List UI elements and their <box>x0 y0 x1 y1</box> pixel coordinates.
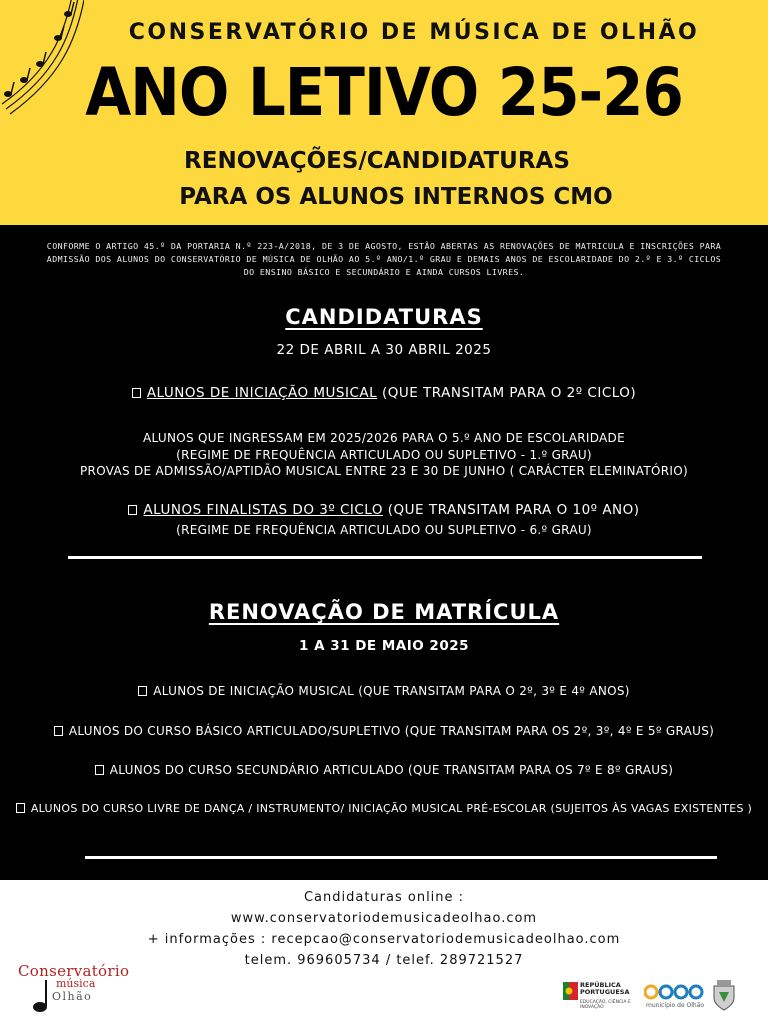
item-note: (QUE TRANSITAM PARA O 10º ANO) <box>382 502 640 518</box>
renovacao-item: ALUNOS DO CURSO BÁSICO ARTICULADO/SUPLETIVO (QUE TRANSITAM PARA OS 2º, 3º, 4º E 5º GRAUS) <box>0 724 768 738</box>
email-contact[interactable]: + informações : recepcao@conservatoriodemusicadeolhao.com <box>147 932 621 947</box>
rp-logo-text: REPÚBLICA PORTUGUESA <box>580 981 630 996</box>
intro-paragraph <box>18 240 750 279</box>
renovacao-title: RENOVAÇÃO DE MATRÍCULA <box>208 600 560 624</box>
candidaturas-title: CANDIDATURAS <box>285 305 483 329</box>
phone-contact: telem. 969605734 / telef. 289721527 <box>244 953 524 968</box>
website-link[interactable]: www.conservatoriodemusicadeolhao.com <box>230 911 538 926</box>
renovacao-dates: 1 A 31 DE MAIO 2025 <box>298 638 469 654</box>
checkbox-icon <box>95 765 104 775</box>
municipio-olhao-logo <box>644 982 706 1014</box>
logo-word: Olhão <box>52 990 93 1003</box>
item-label: ALUNOS DE INICIAÇÃO MUSICAL <box>146 385 378 401</box>
checkbox-icon <box>128 505 137 515</box>
divider <box>85 856 717 859</box>
intro-line: DO ENSINO BÁSICO E SECUNDÁRIO E AINDA CURSOS LIVRES. <box>243 267 525 277</box>
flag-icon <box>563 982 578 1000</box>
checkbox-icon <box>132 388 141 398</box>
year-title: ANO LETIVO 25-26 <box>85 54 683 131</box>
renovacao-item: ALUNOS DE INICIAÇÃO MUSICAL (QUE TRANSITAM PARA O 2º, 3º E 4º ANOS) <box>0 684 768 698</box>
subtitle-alunos-internos: PARA OS ALUNOS INTERNOS CMO <box>179 184 613 210</box>
intro-line: CONFORME O ARTIGO 45.º DA PORTARIA N.º 223-A/2018, DE 3 DE AGOSTO, ESTÃO ABERTAS AS RENOVAÇÕES DE MATRICULA E INSCRIÇÕES PARA <box>46 241 722 251</box>
checkbox-icon <box>16 803 25 813</box>
candidaturas-item-finalistas <box>0 502 768 518</box>
checkbox-icon <box>138 686 147 696</box>
waves-icon <box>644 984 704 1000</box>
item-detail: (REGIME DE FREQUÊNCIA ARTICULADO OU SUPLETIVO - 6.º GRAU) <box>176 523 592 537</box>
renovacao-item: ALUNOS DO CURSO LIVRE DE DANÇA / INSTRUMENTO/ INICIAÇÃO MUSICAL PRÉ-ESCOLAR (SUJEITOS ÀS VAGAS EXISTENTES ) <box>0 802 768 815</box>
checkbox-icon <box>54 726 63 736</box>
item-detail: ALUNOS QUE INGRESSAM EM 2025/2026 PARA O 5.º ANO DE ESCOLARIDADE <box>143 431 625 445</box>
logo-word: música <box>56 977 96 990</box>
item-label: ALUNOS FINALISTAS DO 3º CICLO <box>143 502 383 518</box>
olhao-logo-text: município de Olhão <box>646 1002 705 1009</box>
item-detail: (REGIME DE FREQUÊNCIA ARTICULADO OU SUPLETIVO - 1.º GRAU) <box>176 448 592 462</box>
school-name: CONSERVATÓRIO DE MÚSICA DE OLHÃO <box>128 20 700 45</box>
item-detail: PROVAS DE ADMISSÃO/APTIDÃO MUSICAL ENTRE 23 E 30 DE JUNHO ( CARÁCTER ELEMINATÓRIO) <box>80 464 688 478</box>
music-note-icon <box>30 978 52 1014</box>
item-note: (QUE TRANSITAM PARA O 2º CICLO) <box>377 385 637 401</box>
subtitle-renovacoes: RENOVAÇÕES/CANDIDATURAS <box>184 148 570 174</box>
candidaturas-item-iniciacao <box>0 385 768 401</box>
footer <box>0 880 768 1024</box>
rp-logo-subtext: EDUCAÇÃO, CIÊNCIA E INOVAÇÃO <box>580 1000 631 1010</box>
header-banner <box>0 0 768 225</box>
main-content <box>0 225 768 880</box>
logo-word: Conservatório <box>18 962 130 980</box>
conservatorio-logo <box>12 962 130 1014</box>
republica-portuguesa-logo <box>563 980 633 1012</box>
coat-of-arms-icon <box>708 978 740 1012</box>
candidaturas-dates: 22 DE ABRIL A 30 ABRIL 2025 <box>276 342 492 358</box>
divider <box>68 556 702 559</box>
intro-line: ADMISSÃO DOS ALUNOS DO CONSERVATÓRIO DE MÚSICA DE OLHÃO AO 5.º ANO/1.º GRAU E DEMAIS ANOS DE ESCOLARIDADE DO 2.º E 3.º CICLOS <box>46 254 722 264</box>
renovacao-item: ALUNOS DO CURSO SECUNDÁRIO ARTICULADO (QUE TRANSITAM PARA OS 7º E 8º GRAUS) <box>0 763 768 777</box>
online-label: Candidaturas online : <box>303 890 465 905</box>
